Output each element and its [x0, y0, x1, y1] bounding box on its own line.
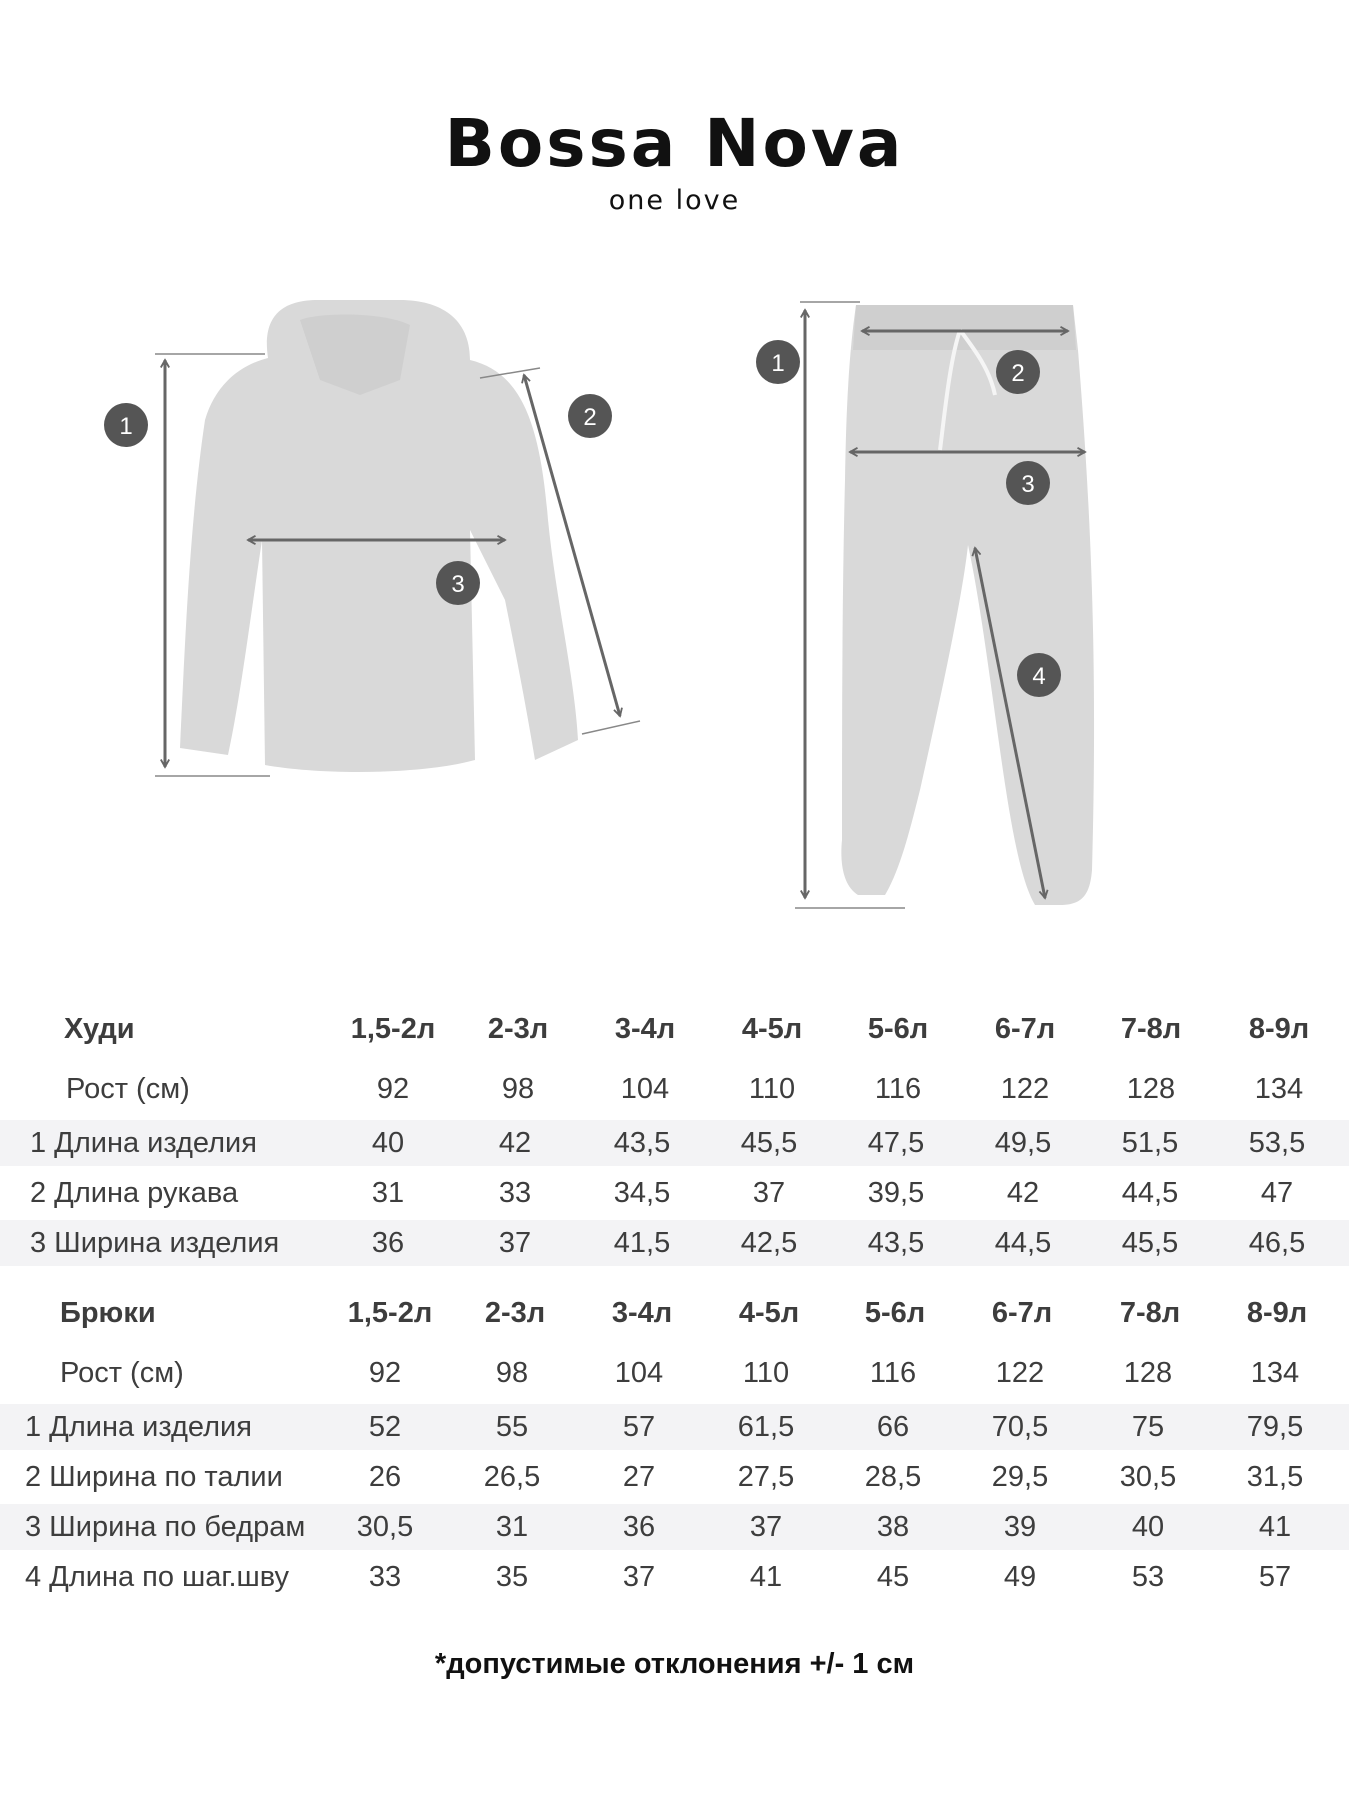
table-cell: 79,5: [1246, 1411, 1304, 1443]
table-cell: 128: [1123, 1357, 1173, 1389]
table-cell: 36: [622, 1511, 656, 1543]
size-header: 1,5-2л: [347, 1297, 433, 1329]
pants-badge-2-label: 2: [1011, 360, 1025, 387]
table-cell: 42: [1006, 1177, 1040, 1209]
table-cell: 110: [748, 1073, 796, 1105]
table-cell: 66: [876, 1411, 910, 1443]
pants-badge-3-label: 3: [1021, 471, 1035, 498]
hoodie-table-title: Худи: [64, 1013, 135, 1045]
table-cell: 39: [1003, 1511, 1037, 1543]
brand-logo: Bossa Nova: [444, 105, 905, 182]
table-cell: 92: [368, 1357, 402, 1389]
row-label: 1 Длина изделия: [25, 1411, 252, 1443]
row-label: 2 Длина рукава: [30, 1177, 239, 1209]
table-row: [0, 1404, 1349, 1450]
size-header: 2-3л: [484, 1297, 546, 1329]
pants-table-title: Брюки: [60, 1297, 156, 1329]
size-header: 3-4л: [614, 1013, 676, 1045]
size-header: 8-9л: [1248, 1013, 1310, 1045]
table-cell: 33: [498, 1177, 532, 1209]
table-row: [0, 1454, 1349, 1500]
table-cell: 27,5: [737, 1461, 795, 1493]
table-cell: 104: [620, 1073, 670, 1105]
table-cell: 35: [495, 1561, 529, 1593]
table-cell: 43,5: [867, 1227, 925, 1259]
size-header: 2-3л: [487, 1013, 549, 1045]
table-cell: 134: [1250, 1357, 1300, 1389]
table-cell: 110: [742, 1357, 790, 1389]
table-cell: 31,5: [1246, 1461, 1304, 1493]
tolerance-footnote: *допустимые отклонения +/- 1 см: [434, 1648, 915, 1680]
row-label: 2 Ширина по талии: [25, 1461, 283, 1493]
table-cell: 36: [371, 1227, 405, 1259]
table-cell: 37: [622, 1561, 656, 1593]
pants-badge-4-label: 4: [1032, 663, 1046, 690]
hoodie-badge-3-label: 3: [451, 571, 465, 598]
size-header: 6-7л: [991, 1297, 1053, 1329]
table-cell: 53,5: [1248, 1127, 1306, 1159]
table-cell: 41: [749, 1561, 783, 1593]
table-cell: 122: [995, 1357, 1045, 1389]
table-cell: 46,5: [1248, 1227, 1306, 1259]
row-label: Рост (см): [60, 1357, 184, 1389]
table-cell: 128: [1126, 1073, 1176, 1105]
table-cell: 40: [1131, 1511, 1165, 1543]
table-cell: 44,5: [1121, 1177, 1179, 1209]
size-header: 4-5л: [738, 1297, 800, 1329]
table-cell: 104: [614, 1357, 664, 1389]
size-header: 5-6л: [864, 1297, 926, 1329]
table-cell: 98: [495, 1357, 529, 1389]
size-header: 4-5л: [741, 1013, 803, 1045]
row-label: 1 Длина изделия: [30, 1127, 257, 1159]
table-cell: 45,5: [1121, 1227, 1179, 1259]
table-cell: 40: [371, 1127, 405, 1159]
size-header: 3-4л: [611, 1297, 673, 1329]
table-row: [0, 1350, 1349, 1396]
hoodie-table-header: [0, 1006, 1349, 1052]
pants-waistband: [853, 305, 1076, 350]
pants-badge-1-label: 1: [771, 350, 785, 377]
size-header: 8-9л: [1246, 1297, 1308, 1329]
table-cell: 42,5: [740, 1227, 798, 1259]
table-cell: 27: [622, 1461, 656, 1493]
table-cell: 37: [752, 1177, 786, 1209]
table-cell: 30,5: [1119, 1461, 1177, 1493]
table-row: [0, 1554, 1349, 1600]
table-cell: 37: [749, 1511, 783, 1543]
pants-diagram: [756, 302, 1094, 908]
row-label: Рост (см): [66, 1073, 190, 1105]
table-cell: 33: [368, 1561, 402, 1593]
hoodie-badge-2-label: 2: [583, 404, 597, 431]
table-cell: 61,5: [737, 1411, 795, 1443]
table-cell: 70,5: [991, 1411, 1049, 1443]
table-cell: 49,5: [994, 1127, 1052, 1159]
size-header: 7-8л: [1120, 1013, 1182, 1045]
table-cell: 37: [498, 1227, 532, 1259]
row-label: 4 Длина по шаг.шву: [25, 1561, 290, 1593]
table-cell: 28,5: [864, 1461, 922, 1493]
pants-table-header: [0, 1290, 1349, 1336]
table-cell: 45: [876, 1561, 910, 1593]
table-cell: 98: [501, 1073, 535, 1105]
table-cell: 41: [1258, 1511, 1292, 1543]
table-cell: 116: [869, 1357, 917, 1389]
table-cell: 55: [495, 1411, 529, 1443]
table-cell: 75: [1131, 1411, 1165, 1443]
table-cell: 29,5: [991, 1461, 1049, 1493]
table-cell: 53: [1131, 1561, 1165, 1593]
table-cell: 47,5: [867, 1127, 925, 1159]
table-row: [0, 1170, 1349, 1216]
pants-silhouette: [841, 305, 1094, 905]
table-cell: 44,5: [994, 1227, 1052, 1259]
table-cell: 45,5: [740, 1127, 798, 1159]
table-cell: 122: [1000, 1073, 1050, 1105]
row-label: 3 Ширина изделия: [30, 1227, 280, 1259]
table-row: [0, 1066, 1349, 1112]
table-cell: 34,5: [613, 1177, 671, 1209]
table-cell: 116: [874, 1073, 922, 1105]
brand-tagline: one love: [608, 185, 741, 216]
hoodie-sleeve-guide-bottom: [582, 721, 640, 734]
table-cell: 134: [1254, 1073, 1304, 1105]
size-header: 5-6л: [867, 1013, 929, 1045]
table-cell: 41,5: [613, 1227, 671, 1259]
table-row: [0, 1220, 1349, 1266]
size-header: 6-7л: [994, 1013, 1056, 1045]
hoodie-badge-1-label: 1: [119, 413, 133, 440]
hoodie-diagram: [104, 300, 640, 776]
table-cell: 26: [368, 1461, 402, 1493]
table-cell: 42: [498, 1127, 532, 1159]
table-cell: 52: [368, 1411, 402, 1443]
table-cell: 26,5: [483, 1461, 541, 1493]
table-cell: 31: [371, 1177, 405, 1209]
table-row: [0, 1120, 1349, 1166]
row-label: 3 Ширина по бедрам: [25, 1511, 306, 1543]
table-cell: 51,5: [1121, 1127, 1179, 1159]
table-cell: 47: [1260, 1177, 1294, 1209]
table-cell: 57: [1258, 1561, 1292, 1593]
table-cell: 92: [376, 1073, 410, 1105]
table-cell: 43,5: [613, 1127, 671, 1159]
table-cell: 39,5: [867, 1177, 925, 1209]
table-cell: 57: [622, 1411, 656, 1443]
table-cell: 49: [1003, 1561, 1037, 1593]
size-header: 1,5-2л: [350, 1013, 436, 1045]
table-row: [0, 1504, 1349, 1550]
table-cell: 31: [495, 1511, 529, 1543]
size-header: 7-8л: [1119, 1297, 1181, 1329]
table-cell: 38: [876, 1511, 910, 1543]
table-cell: 30,5: [356, 1511, 414, 1543]
